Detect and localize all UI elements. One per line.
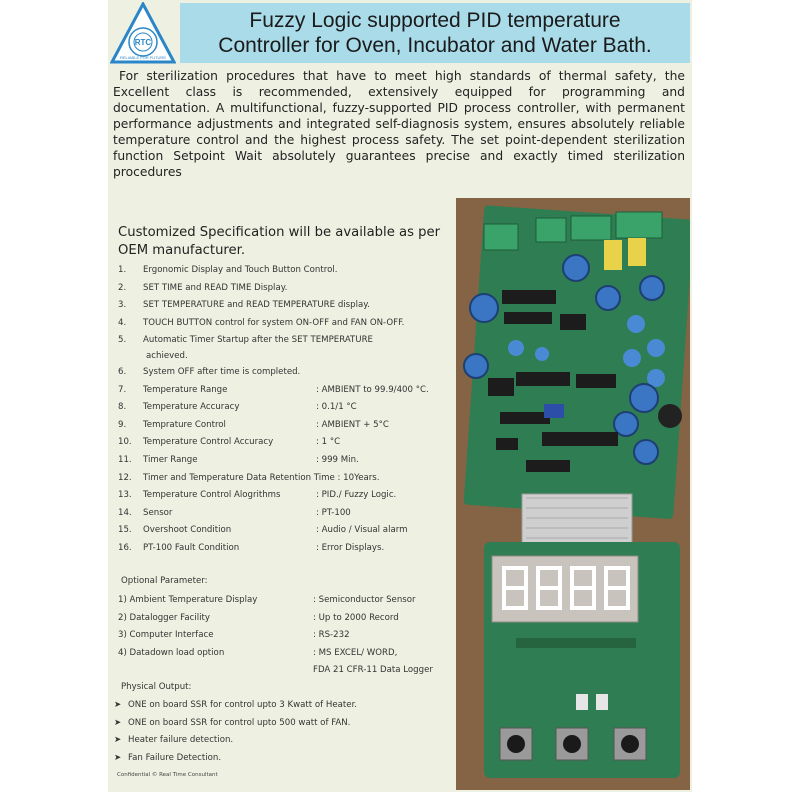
physical-item-text: Heater failure detection. [128, 735, 234, 746]
spec-item-continuation [118, 350, 463, 364]
physical-item [114, 732, 459, 750]
arrow-bullet-icon: ➤ [114, 735, 122, 746]
spec-item-label: Temperature Control Alogrithms [143, 490, 281, 501]
spec-item-value: : PID./ Fuzzy Logic. [316, 490, 397, 501]
spec-item-number: 10. [118, 437, 132, 448]
spec-item [118, 297, 463, 315]
spec-item-label: PT-100 Fault Condition [143, 542, 240, 553]
spec-item-number: 8. [118, 402, 127, 413]
optional-item-value: : MS EXCEL/ WORD, [313, 647, 398, 658]
spec-item-value: : AMBIENT to 99.9/400 °C. [316, 384, 429, 395]
physical-item-text: Fan Failure Detection. [128, 752, 222, 763]
optional-item-label: 1) Ambient Temperature Display [118, 595, 258, 605]
title-line-1: Fuzzy Logic supported PID temperature [249, 9, 621, 32]
spec-item [118, 434, 463, 452]
spec-item-number: 11. [118, 454, 132, 465]
spec-item-value: : 999 Min. [316, 454, 359, 465]
spec-item-label: Overshoot Condition [143, 525, 232, 536]
spec-item-number: 5. [118, 335, 127, 346]
spec-item-label: SET TEMPERATURE and READ TEMPERATURE display. [143, 300, 370, 311]
spec-item [118, 364, 463, 382]
spec-item-label: Temperature Accuracy [143, 402, 240, 413]
spec-item-value: : 1 °C [316, 437, 341, 448]
spec-item-label: System OFF after time is completed. [143, 366, 301, 377]
spec-item-number: 3. [118, 300, 127, 311]
spec-list [118, 262, 463, 558]
spec-item [118, 417, 463, 435]
physical-item-text: ONE on board SSR for control upto 3 Kwatt of Heater. [128, 700, 358, 710]
spec-item-value: : Error Displays. [316, 542, 385, 553]
optional-item-cont-text: FDA 21 CFR-11 Data Logger [313, 665, 433, 675]
spec-item-number: 16. [118, 542, 132, 553]
physical-item [114, 750, 459, 768]
optional-item-value: : RS-232 [313, 630, 350, 640]
optional-item [118, 610, 463, 628]
physical-item [114, 715, 459, 733]
logo-arc-text: RELIABLE FOR FUTURE [119, 55, 167, 60]
physical-list [114, 697, 459, 767]
spec-item [118, 540, 463, 558]
spec-item-label: Timer and Temperature Data Retention Time : 10Years. [143, 472, 380, 483]
spec-item [118, 487, 463, 505]
spec-item-label: SET TIME and READ TIME Display. [143, 282, 288, 293]
spec-item-number: 15. [118, 525, 132, 536]
intro-paragraph: For sterilization procedures that have to meet high standards of thermal safety, the Excellent class is recommended, extensively equipped for programming and documentation. A multifunctional, fuzzy-supported PID process controller, with permanent performance adjustments and integrated self-diagnosis system, ensures absolutely reliable temperature control and the highest process safety. The set point-dependent sterilization function Setpoint Wait absolutely guarantees precise and exactly timed sterilization procedures [113, 69, 685, 179]
spec-item [118, 280, 463, 298]
optional-item-value: : Semiconductor Sensor [313, 595, 416, 605]
spec-item-cont-text: achieved. [146, 350, 188, 361]
spec-item [118, 505, 463, 523]
physical-heading: Physical Output: [121, 682, 192, 692]
spec-item [118, 262, 463, 280]
optional-item-label: 2) Datalogger Facility [118, 612, 210, 623]
title-line-2: Controller for Oven, Incubator and Water Bath. [218, 34, 652, 57]
optional-item [118, 592, 463, 610]
spec-item [118, 315, 463, 333]
spec-item-number: 14. [118, 507, 132, 518]
spec-item-number: 6. [118, 366, 127, 377]
arrow-bullet-icon: ➤ [114, 717, 122, 728]
optional-item [118, 627, 463, 645]
logo-text: RTC [134, 38, 152, 47]
optional-item [118, 645, 463, 663]
optional-item-label: 4) Datadown load option [118, 647, 225, 658]
spec-item-number: 4. [118, 317, 127, 328]
spec-item-label: Automatic Timer Startup after the SET TEMPERATURE [143, 335, 373, 346]
controller-board-photo [456, 198, 690, 790]
spec-item-number: 13. [118, 490, 132, 501]
spec-item-label: Timer Range [143, 454, 198, 465]
spec-item [118, 399, 463, 417]
spec-item-value: : Audio / Visual alarm [316, 525, 408, 536]
spec-item-value: : PT-100 [316, 507, 351, 518]
confidential-note: Confidential © Real Time Consultant [117, 772, 218, 778]
spec-item-value: : AMBIENT + 5°C [316, 419, 389, 430]
spec-item-label: Temperature Control Accuracy [143, 437, 274, 448]
spec-item-label: Ergonomic Display and Touch Button Control. [143, 265, 338, 275]
optional-list [118, 592, 463, 680]
title-banner [180, 3, 690, 63]
spec-item-number: 1. [118, 265, 127, 275]
spec-item [118, 470, 463, 488]
spec-item-number: 7. [118, 384, 127, 395]
spec-item [118, 452, 463, 470]
spec-item [118, 332, 463, 350]
optional-item-continuation [118, 662, 463, 680]
spec-item-label: Temperature Range [143, 384, 228, 395]
spec-item-number: 9. [118, 419, 127, 430]
arrow-bullet-icon: ➤ [114, 700, 122, 710]
spec-item-label: Temprature Control [143, 419, 226, 430]
optional-heading: Optional Parameter: [121, 576, 208, 586]
rtc-logo [110, 2, 176, 64]
physical-item-text: ONE on board SSR for control upto 500 watt of FAN. [128, 717, 351, 728]
spec-item-value: : 0.1/1 °C [316, 402, 357, 413]
spec-item [118, 522, 463, 540]
physical-item [114, 697, 459, 715]
spec-item-label: TOUCH BUTTON control for system ON-OFF and FAN ON-OFF. [143, 317, 405, 328]
spec-heading: Customized Specification will be available as per OEM manufacturer. [118, 225, 441, 258]
optional-item-value: : Up to 2000 Record [313, 612, 399, 623]
spec-item-number: 12. [118, 472, 132, 483]
spec-item-label: Sensor [143, 507, 173, 518]
spec-item-number: 2. [118, 282, 127, 293]
optional-item-label: 3) Computer Interface [118, 630, 214, 640]
spec-item [118, 382, 463, 400]
arrow-bullet-icon: ➤ [114, 752, 122, 763]
